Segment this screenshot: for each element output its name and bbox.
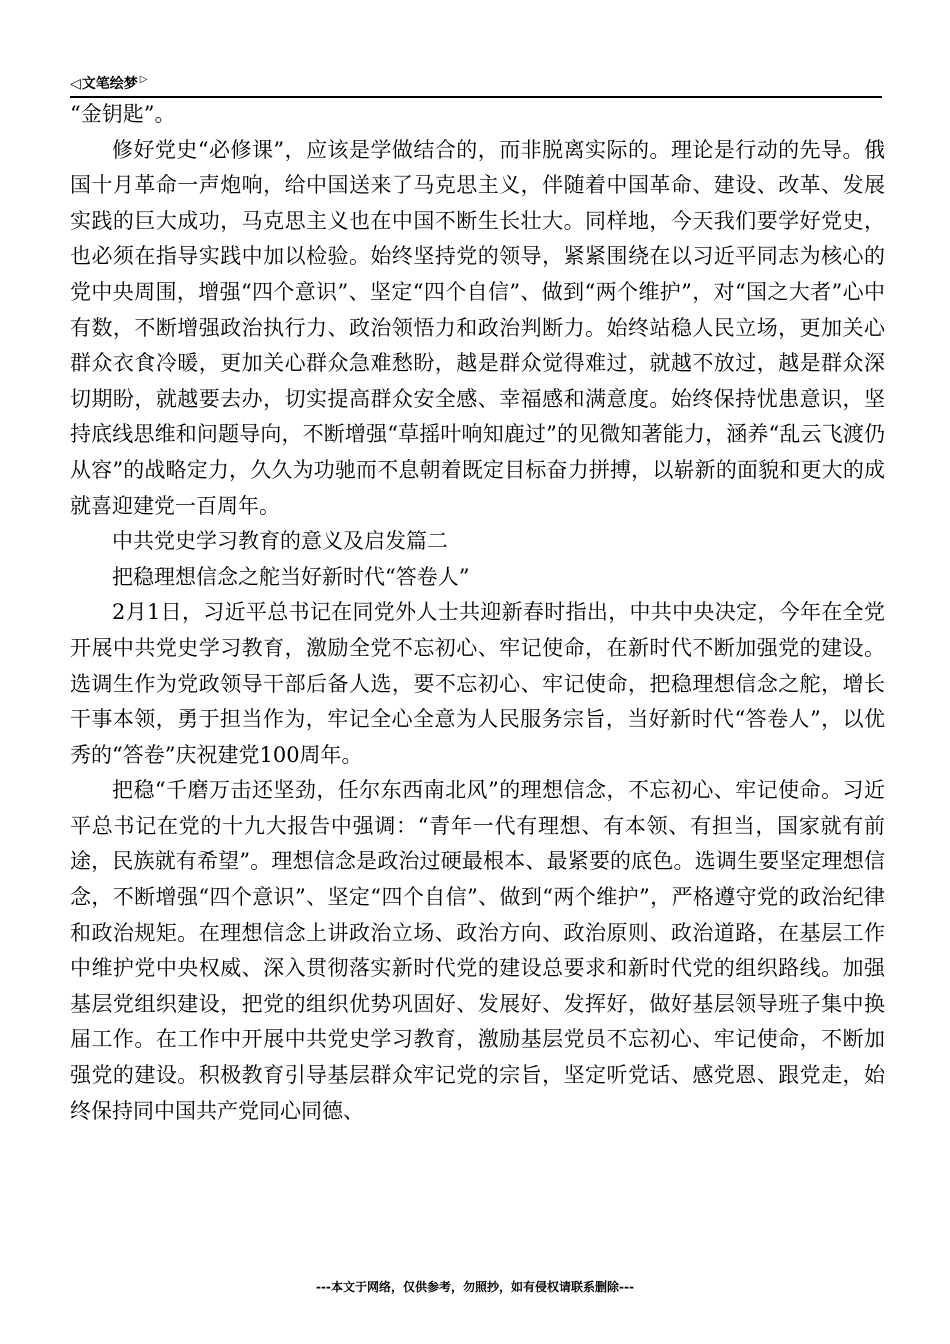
triangle-right-icon: ▷ [139,74,148,85]
paragraph: “金钥匙”。 [70,102,176,126]
footer-notice: ---本文于网络，仅供参考，勿照抄，如有侵权请联系删除--- [316,1280,634,1294]
paragraph: 2月1日，习近平总书记在同党外人士共迎新春时指出，中共中央决定，今年在全党开展中共党史学习教育，激励全党不忘初心、牢记使命，在新时代不断加强党的建设。选调生作为党政领导干部后备人选，要不忘初心、牢记使命，把稳理想信念之舵，增长干事本领，勇于担当作为，牢记全心全意为人民服务宗旨，当好新时代“答卷人”，以优秀的“答卷”庆祝建党100周年。 [70,600,885,767]
header-brand-text: 文笔绘梦 [81,76,138,92]
document-body [70,97,885,1129]
section-subtitle: 把稳理想信念之舵当好新时代“答卷人” [112,564,470,589]
page-header [70,73,882,97]
section-heading: 中共党史学习教育的意义及启发篇二 [112,529,448,554]
triangle-left-icon: ◁ [70,76,81,92]
paragraph: 修好党史“必修课”，应该是学做结合的，而非脱离实际的。理论是行动的先导。俄国十月革命一声炮响，给中国送来了马克思主义，伴随着中国革命、建设、改革、发展实践的巨大成功，马克思主义也在中国不断生长壮大。同样地，今天我们要学好党史，也必须在指导实践中加以检验。始终坚持党的领导，紧紧围绕在以习近平同志为核心的党中央周围，增强“四个意识”、坚定“四个自信”、做到“两个维护”，对“国之大者”心中有数，不断增强政治执行力、政治领悟力和政治判断力。始终站稳人民立场，更加关心群众衣食冷暖，更加关心群众急难愁盼，越是群众觉得难过，就越不放过，越是群众深切期盼，就越要去办，切实提高群众安全感、幸福感和满意度。始终保持忧患意识，坚持底线思维和问题导向，不断增强“草摇叶响知鹿过”的见微知著能力，涵养“乱云飞渡仍从容”的战略定力，久久为功驰而不息朝着既定目标奋力拼搏，以崭新的面貌和更大的成就喜迎建党一百周年。 [70,137,885,518]
paragraph: 把稳“千磨万击还坚劲，任尔东西南北风”的理想信念，不忘初心、牢记使命。习近平总书记在党的十九大报告中强调：“青年一代有理想、有本领、有担当，国家就有前途，民族就有希望”。理想信念是政治过硬最根本、最紧要的底色。选调生要坚定理想信念，不断增强“四个意识”、坚定“四个自信”、做到“两个维护”，严格遵守党的政治纪律和政治规矩。在理想信念上讲政治立场、政治方向、政治原则、政治道路，在基层工作中维护党中央权威、深入贯彻落实新时代党的建设总要求和新时代党的组织路线。加强基层党组织建设，把党的组织优势巩固好、发展好、发挥好，做好基层领导班子集中换届工作。在工作中开展中共党史学习教育，激励基层党员不忘初心、牢记使命，不断加强党的建设。积极教育引导基层群众牢记党的宗旨，坚定听党话、感党恩、跟党走，始终保持同中国共产党同心同德、 [70,778,885,1123]
header-brand [70,75,147,93]
